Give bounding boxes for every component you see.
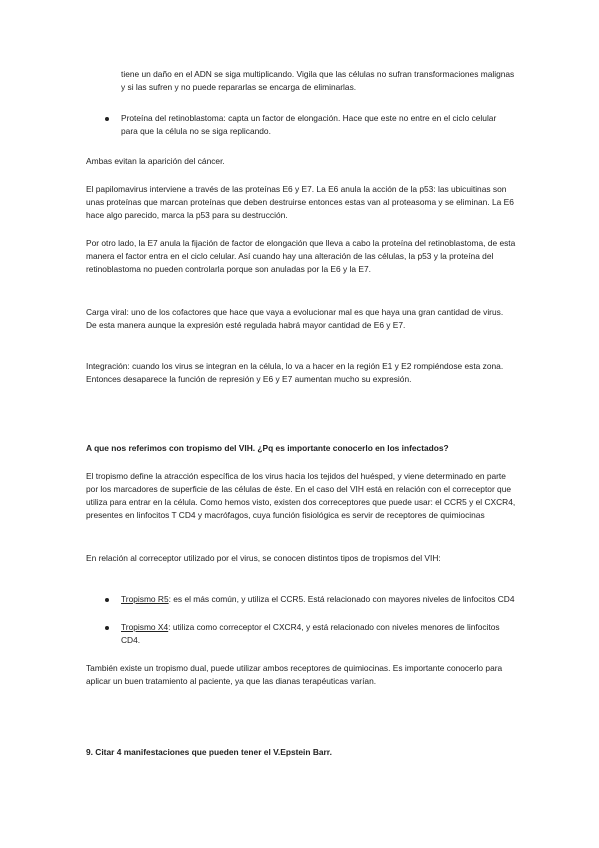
paragraph-ambas: Ambas evitan la aparición del cáncer. [86,156,225,166]
paragraph-papilomavirus: El papilomavirus interviene a través de las proteínas E6 y E7. La E6 anula la acción de la p53: las ubicuitinas son unas proteínas que marcan proteínas que deben destruirse entonces estas van al proteasoma y se eliminan. La E6 hace algo parecido, marca la p53 para su destrucción. [86,184,514,220]
term-r5-description: : es el más común, y utiliza el CCR5. Está relacionado con mayores niveles de linfocitos CD4 [168,594,515,604]
bullet-icon [105,598,109,602]
paragraph-tropismo-definicion: El tropismo define la atracción específica de los virus hacia los tejidos del huésped, y viene determinado en parte por los marcadores de superficie de las células de éste. En el caso del VIH está en relación con el correceptor que utiliza para entrar en la célula. Como hemos visto, existen dos correceptores que puede usar: el CCR5 y el CXCR4, presentes en linfocitos T CD4 y macrófagos, cuya función fisiológica es servir de receptores de quimiocinas [86,471,516,520]
paragraph-carga-viral: Carga viral: uno de los cofactores que hace que vaya a evolucionar mal es que haya una gran cantidad de virus. De esta manera aunque la expresión esté regulada habrá mayor cantidad de E6 y E7. [86,307,504,330]
term-x4-description: : utiliza como correceptor el CXCR4, y está relacionado con niveles menores de linfocitos CD4. [121,622,500,645]
list-item-text: Proteína del retinoblastoma: capta un factor de elongación. Hace que este no entre en el ciclo celular para que la célula no se siga replicando. [121,113,497,136]
bullet-icon [105,117,109,121]
term-x4: Tropismo X4 [121,622,169,632]
p53-continuation: tiene un daño en el ADN se siga multiplicando. Vigila que las células no sufran transformaciones malignas y si las sufren y no puede repararlas se encarga de eliminarlas. [121,69,515,92]
heading-epstein-barr: 9. Citar 4 manifestaciones que pueden tener el V.Epstein Barr. [86,747,332,757]
heading-tropismo: A que nos referimos con tropismo del VIH. ¿Pq es importante conocerlo en los infectados? [86,443,449,453]
paragraph-tropismo-dual: También existe un tropismo dual, puede utilizar ambos receptores de quimiocinas. Es importante conocerlo para aplicar un buen tratamiento al paciente, ya que las dianas terapéuticas varían. [86,663,503,686]
paragraph-tipos-tropismo: En relación al correceptor utilizado por el virus, se conocen distintos tipos de tropismos del VIH: [86,553,441,563]
list-item-text [121,593,515,606]
paragraph-integracion: Integración: cuando los virus se integran en la célula, lo va a hacer en la región E1 y E2 rompiéndose esta zona. Entonces desaparece la función de represión y E6 y E7 aumentan mucho su expresión. [86,361,504,384]
list-item-text [121,621,515,647]
paragraph-e7: Por otro lado, la E7 anula la fijación de factor de elongación que lleva a cabo la proteína del retinoblastoma, de esta manera el factor entra en el ciclo celular. Así cuando hay una alteración de las células, la p53 y la proteína del retinoblastoma no pueden controlarla porque son anuladas por la E6 y la E7. [86,238,516,274]
bullet-icon [105,626,109,630]
term-r5: Tropismo R5 [121,594,169,604]
